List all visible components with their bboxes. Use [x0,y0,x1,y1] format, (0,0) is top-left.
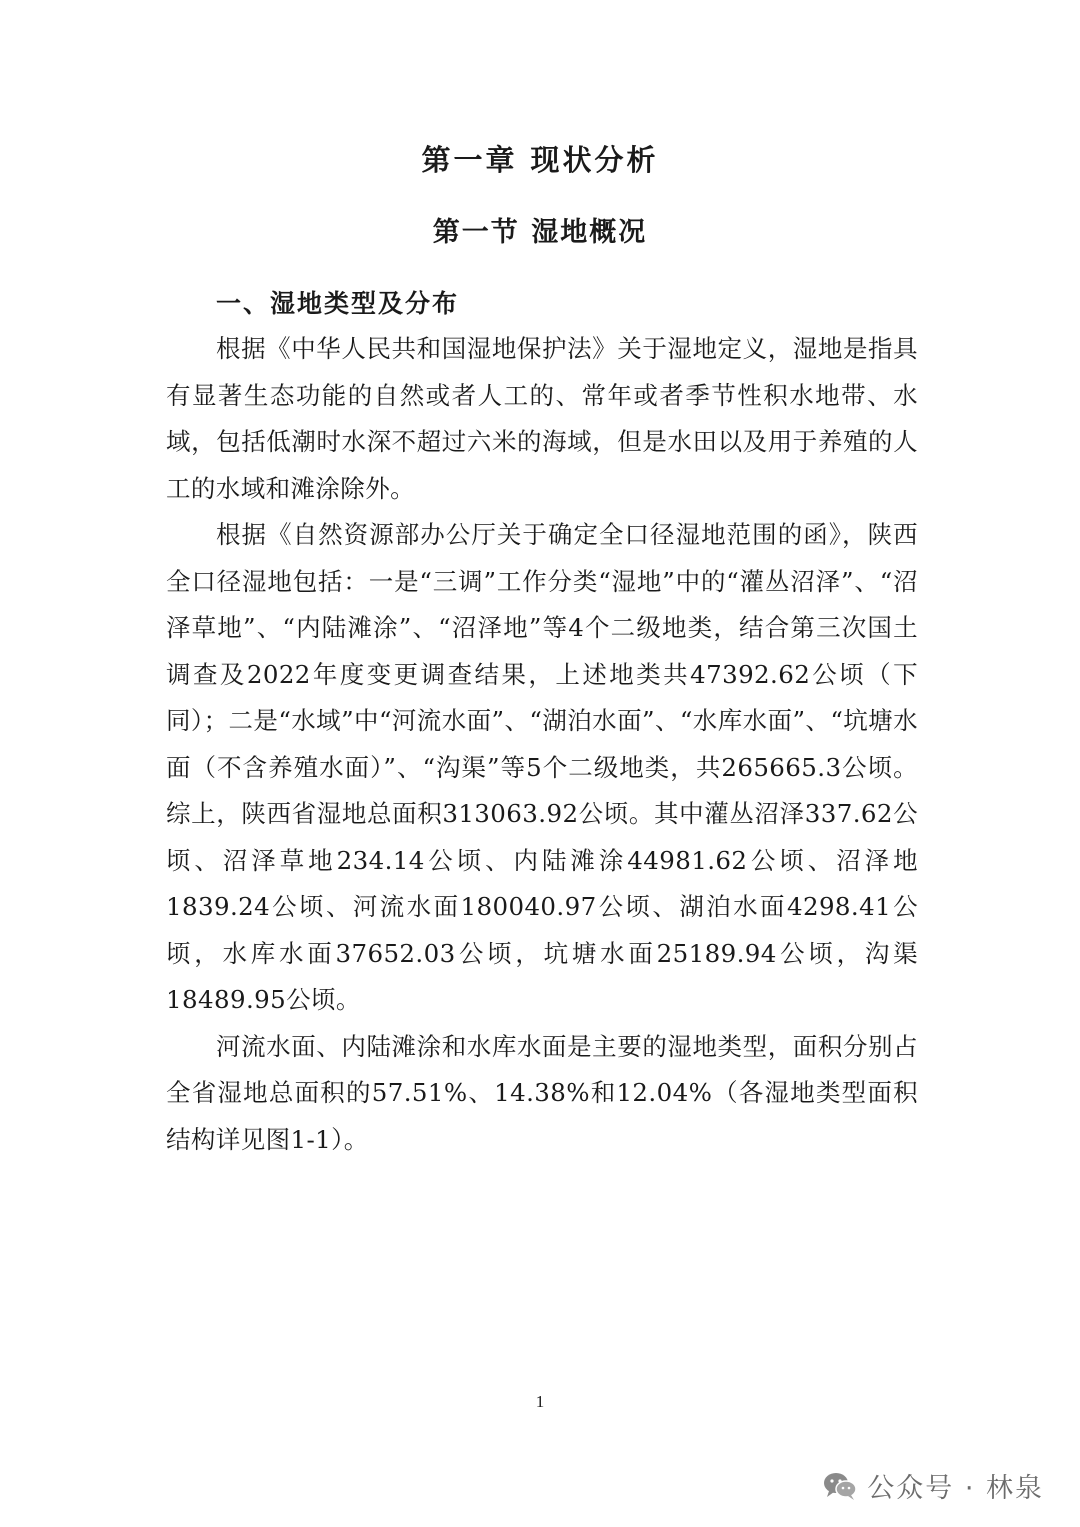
watermark [823,1466,1044,1505]
body-text [166,326,918,1163]
page-number: 1 [535,1392,545,1411]
watermark-text: 公众号 · 林泉 [867,1473,1044,1504]
subheading: 一、湿地类型及分布 [216,289,460,318]
chapter-title: 第一章 现状分析 [421,143,659,177]
paragraph-main-types: 河流水面、内陆滩涂和水库水面是主要的湿地类型，面积分别占全省湿地总面积的57.51%、14.38%和12.04%（各湿地类型面积结构详见图1-1）。 [166,1031,918,1154]
paragraph-definition: 根据《中华人民共和国湿地保护法》关于湿地定义，湿地是指具有显著生态功能的自然或者人工的、常年或者季节性积水地带、水域，包括低潮时水深不超过六米的海域，但是水田以及用于养殖的人工的水域和滩涂除外。 [166,334,918,503]
wechat-icon [823,1471,857,1501]
section-title: 第一节 湿地概况 [432,217,648,248]
paragraph-scope: 根据《自然资源部办公厅关于确定全口径湿地范围的函》，陕西全口径湿地包括：一是“三调”工作分类“湿地”中的“灌丛沼泽”、“沼泽草地”、“内陆滩涂”、“沼泽地”等4个二级地类，结合第三次国土调查及2022年度变更调查结果，上述地类共47392.62公顷（下同）；二是“水域”中“河流水面”、“湖泊水面”、“水库水面”、“坑塘水面（不含养殖水面）”、“沟渠”等5个二级地类，共265665.3公顷。综上，陕西省湿地总面积313063.92公顷。其中灌丛沼泽337.62公顷、沼泽草地234.14公顷、内陆滩涂44981.62公顷、沼泽地1839.24公顷、河流水面180040.97公顷、湖泊水面4298.41公顷，水库水面37652.03公顷，坑塘水面25189.94公顷，沟渠18489.95公顷。 [166,520,918,1014]
